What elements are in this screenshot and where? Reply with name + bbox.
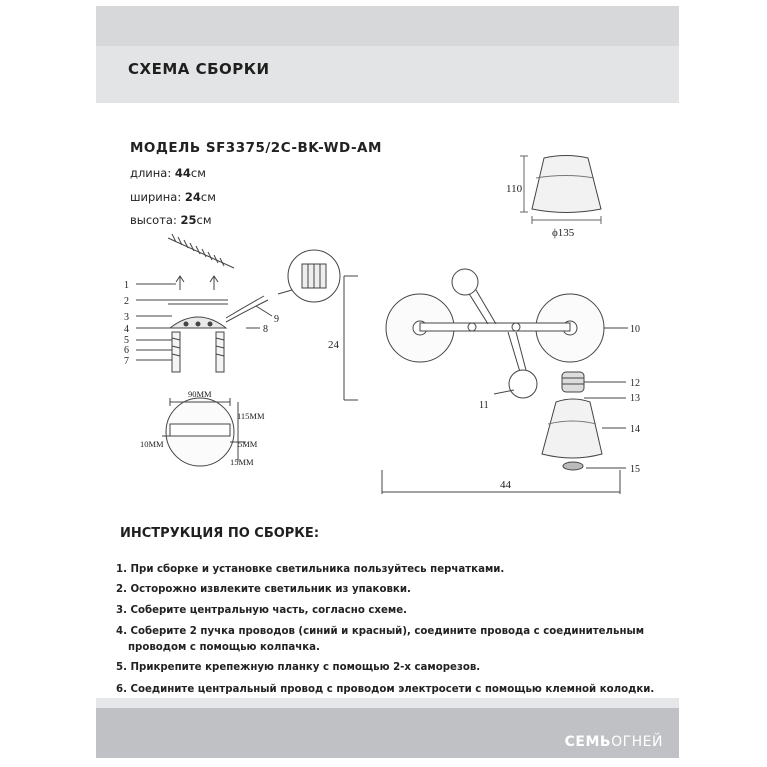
shade-height-label: 110	[506, 183, 523, 195]
part-15: 15	[630, 464, 640, 475]
length-dim-label: 44	[500, 479, 511, 491]
dim-10-label: 10MM	[140, 439, 164, 449]
part-13: 13	[630, 393, 640, 404]
part-1: 1	[124, 280, 129, 291]
width-dim-label: 24	[328, 339, 339, 351]
plate-radius-label: 115MM	[237, 411, 265, 421]
mounting-assembly	[136, 250, 340, 372]
part-2: 2	[124, 296, 129, 307]
model-title: МОДЕЛЬ SF3375/2C-BK-WD-AM	[130, 140, 382, 156]
part-12: 12	[630, 378, 640, 389]
brand-logo: СЕМЬОГНЕЙ	[564, 734, 663, 750]
part-10: 10	[630, 324, 640, 335]
spec-width: ширина: 24см	[130, 190, 216, 204]
shade-diameter-label: ϕ135	[552, 227, 575, 239]
part-9: 9	[274, 314, 279, 325]
fixture-topview	[344, 269, 628, 494]
spec-height: высота: 25см	[130, 213, 212, 227]
instruction-step: 3. Соберите центральную часть, согласно схеме.	[116, 605, 408, 616]
part-7: 7	[124, 356, 129, 367]
part-11: 11	[479, 400, 489, 411]
instruction-step: 4. Соберите 2 пучка проводов (синий и красный), соедините провода с соединительным	[116, 626, 645, 637]
page-title: СХЕМА СБОРКИ	[128, 60, 270, 78]
instruction-step: 1. При сборке и установке светильника пользуйтесь перчатками.	[116, 564, 505, 575]
instruction-step: 2. Осторожно извлеките светильник из упаковки.	[116, 584, 411, 595]
shade-sideview	[520, 156, 601, 225]
dim-15-label: 15MM	[230, 457, 254, 467]
mounting-plate-detail	[162, 398, 246, 466]
dim-5-label: 5MM	[238, 439, 258, 449]
instructions-title: ИНСТРУКЦИЯ ПО СБОРКЕ:	[120, 526, 320, 541]
assembly-diagram	[96, 6, 679, 506]
part-5: 5	[124, 335, 129, 346]
part-6: 6	[124, 345, 129, 356]
part-4: 4	[124, 324, 129, 335]
assembly-sheet	[96, 6, 679, 758]
instruction-step-cont: проводом с помощью колпачка.	[128, 642, 320, 653]
instruction-step: 6. Соедините центральный провод с проводом электросети с помощью клемной колодки.	[116, 684, 655, 695]
part-14: 14	[630, 424, 640, 435]
instruction-step: 5. Прикрепите крепежную планку с помощью 2-х саморезов.	[116, 662, 481, 673]
plate-width-label: 90MM	[188, 389, 212, 399]
footer-band	[96, 698, 679, 758]
part-3: 3	[124, 312, 129, 323]
spec-length: длина: 44см	[130, 166, 206, 180]
part-8: 8	[263, 324, 268, 335]
ceiling-hatch	[168, 234, 234, 268]
